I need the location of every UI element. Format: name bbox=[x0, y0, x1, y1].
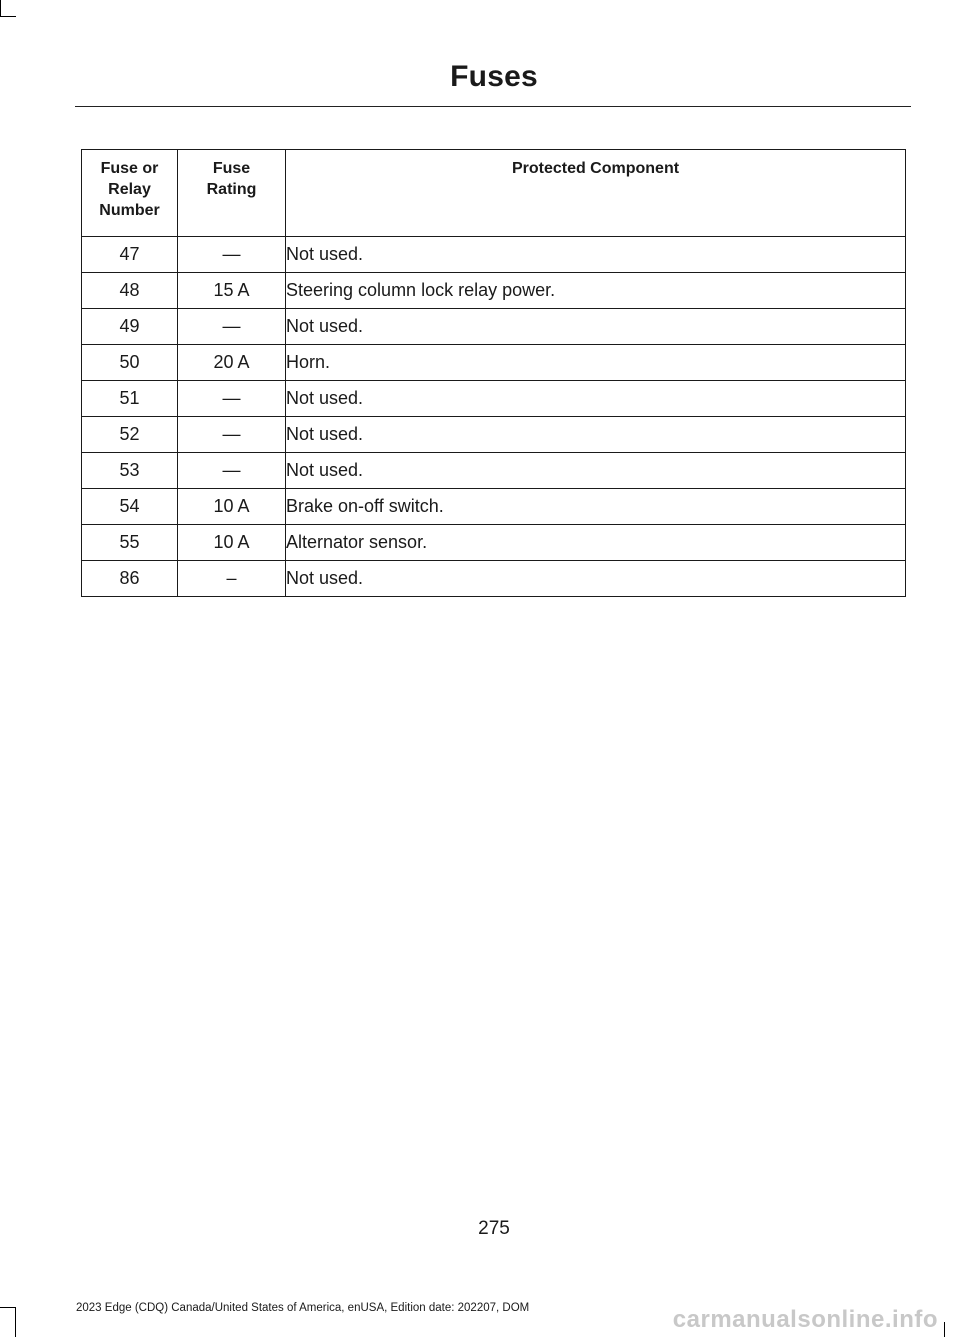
fuse-rating-cell: — bbox=[178, 309, 286, 345]
table-row bbox=[82, 381, 906, 417]
table-row bbox=[82, 237, 906, 273]
fuse-rating-cell: 20 A bbox=[178, 345, 286, 381]
fuse-number-cell: 51 bbox=[82, 381, 178, 417]
column-header-rating bbox=[178, 150, 286, 237]
fuse-number-cell: 86 bbox=[82, 561, 178, 597]
fuse-rating-cell: 15 A bbox=[178, 273, 286, 309]
protected-component-cell: Not used. bbox=[286, 237, 906, 273]
protected-component-cell: Not used. bbox=[286, 417, 906, 453]
table-row bbox=[82, 309, 906, 345]
fuse-number-cell: 52 bbox=[82, 417, 178, 453]
edition-footer: 2023 Edge (CDQ) Canada/United States of America, enUSA, Edition date: 202207, DOM bbox=[76, 1302, 530, 1314]
column-header-component-label: Protected Component bbox=[511, 160, 680, 177]
crop-mark-bottom-left bbox=[0, 1307, 16, 1308]
column-header-rating-label: Fuse Rating bbox=[206, 160, 257, 198]
protected-component-cell: Not used. bbox=[286, 381, 906, 417]
table-row bbox=[82, 453, 906, 489]
protected-component-cell: Alternator sensor. bbox=[286, 525, 906, 561]
table-header-row bbox=[82, 150, 906, 237]
crop-mark-top-left-h bbox=[0, 16, 16, 17]
table-row bbox=[82, 273, 906, 309]
fuse-rating-cell: — bbox=[178, 417, 286, 453]
protected-component-cell: Not used. bbox=[286, 453, 906, 489]
page-title: Fuses bbox=[450, 60, 538, 93]
fuse-number-cell: 49 bbox=[82, 309, 178, 345]
fuse-number-cell: 53 bbox=[82, 453, 178, 489]
fuse-number-cell: 50 bbox=[82, 345, 178, 381]
crop-mark-bottom-left-v bbox=[15, 1307, 16, 1337]
table-row bbox=[82, 345, 906, 381]
fuse-table bbox=[81, 149, 906, 597]
table-row bbox=[82, 561, 906, 597]
protected-component-cell: Not used. bbox=[286, 309, 906, 345]
fuse-number-cell: 54 bbox=[82, 489, 178, 525]
table-row bbox=[82, 417, 906, 453]
table-row bbox=[82, 489, 906, 525]
title-divider bbox=[75, 106, 911, 107]
fuse-rating-cell: — bbox=[178, 237, 286, 273]
fuse-rating-cell: – bbox=[178, 561, 286, 597]
table-row bbox=[82, 525, 906, 561]
protected-component-cell: Brake on-off switch. bbox=[286, 489, 906, 525]
fuse-rating-cell: 10 A bbox=[178, 489, 286, 525]
fuse-number-cell: 48 bbox=[82, 273, 178, 309]
protected-component-cell: Not used. bbox=[286, 561, 906, 597]
fuse-rating-cell: — bbox=[178, 381, 286, 417]
column-header-number bbox=[82, 150, 178, 237]
crop-mark-top-left bbox=[0, 0, 1, 16]
protected-component-cell: Horn. bbox=[286, 345, 906, 381]
watermark: carmanualsonline.info bbox=[672, 1306, 938, 1333]
fuse-number-cell: 55 bbox=[82, 525, 178, 561]
fuse-number-cell: 47 bbox=[82, 237, 178, 273]
fuse-rating-cell: — bbox=[178, 453, 286, 489]
column-header-number-label: Fuse or Relay Number bbox=[99, 160, 160, 219]
page-number: 275 bbox=[478, 1218, 510, 1239]
protected-component-cell: Steering column lock relay power. bbox=[286, 273, 906, 309]
column-header-component bbox=[286, 150, 906, 237]
fuse-rating-cell: 10 A bbox=[178, 525, 286, 561]
crop-mark-bottom-right bbox=[944, 1322, 945, 1337]
